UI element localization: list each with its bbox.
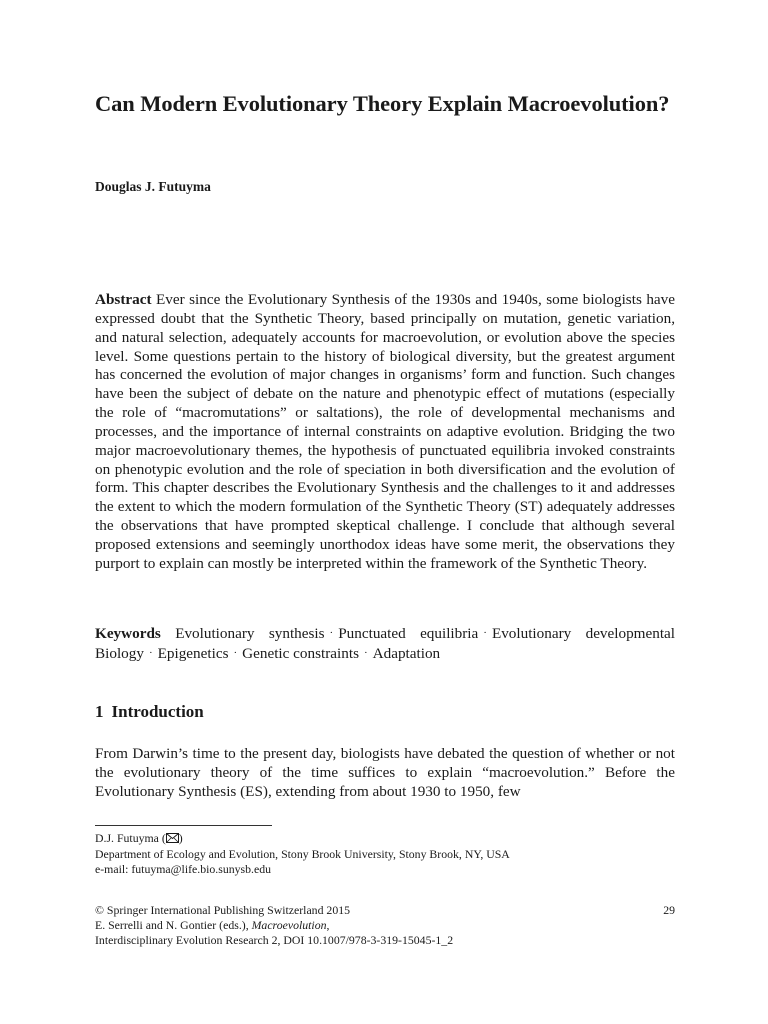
keywords bbox=[95, 624, 675, 664]
doi-line: Interdisciplinary Evolution Research 2, DOI 10.1007/978-3-319-15045-1_2 bbox=[95, 933, 454, 948]
footnote-rule bbox=[95, 825, 272, 826]
section-heading bbox=[95, 701, 204, 723]
keyword-item: Genetic constraints bbox=[242, 644, 359, 662]
introduction-text: From Darwin’s time to the present day, biologists have debated the question of whether or not the evolutionary theory of the time suffices to explain “macroevolution.” Before the Evolutionary Synthesis (ES), extending from about 1930 to 1950, few bbox=[95, 745, 675, 800]
abstract bbox=[95, 291, 675, 574]
citation-comma: , bbox=[326, 918, 330, 933]
department: Department of Ecology and Evolution, Stony Brook University, Stony Brook, NY, USA bbox=[95, 847, 510, 862]
copyright-block bbox=[95, 903, 675, 949]
citation-line bbox=[95, 918, 675, 933]
footnote-author-name: D.J. Futuyma ( bbox=[95, 831, 166, 845]
keywords-label: Keywords bbox=[95, 625, 161, 642]
abstract-text: Ever since the Evolutionary Synthesis of the 1930s and 1940s, some biologists have expressed doubt that the Synthetic Theory, based principally on mutation, genetic variation, and natural selection, adequately accounts for macroevolution, or evolution above the species level. Some questions pertain to the history of biological diversity, but the greatest argument has concerned the evolution of major changes in organisms’ form and function. Such changes have been the subject of debate on the nature and phenotypic effect of mutations (especially the role of “macromutations” or saltations), the role of developmental mechanisms and processes, and the importance of internal constraints on adaptive evolution. Bridging the two major macroevolutionary themes, the hypothesis of punctuated equilibria invoked constraints on phenotypic evolution and the role of speciation in both diversification and the evolution of form. This chapter describes the Evolutionary Synthesis and the challenges to it and addresses the extent to which the modern formulation of the Synthetic Theory (ST) adequately addresses the observations that have prompted skeptical challenge. I conclude that although several proposed extensions and seemingly unorthodox ideas have some merit, the observations they purport to explain can mostly be interpreted within the framework of the Synthetic Theory. bbox=[95, 291, 675, 572]
copyright-line: © Springer International Publishing Switzerland 2015 bbox=[95, 903, 351, 917]
footnote-author-close: ) bbox=[178, 831, 183, 845]
keyword-item: Evolutionary developmental Biology bbox=[95, 625, 676, 662]
keyword-separator: · bbox=[483, 627, 487, 639]
keyword-separator: · bbox=[329, 627, 334, 639]
keyword-item: Adaptation bbox=[372, 644, 441, 662]
envelope-icon bbox=[166, 832, 179, 847]
paper-title: Can Modern Evolutionary Theory Explain Macroevolution? bbox=[95, 91, 670, 116]
book-title: Macroevolution bbox=[251, 918, 327, 933]
keyword-separator: · bbox=[233, 646, 238, 659]
footnote-author-line bbox=[95, 831, 675, 847]
abstract-label: Abstract bbox=[95, 291, 152, 308]
author-name: Douglas J. Futuyma bbox=[95, 179, 211, 194]
page-number: 29 bbox=[663, 903, 675, 917]
keyword-item: Punctuated equilibria bbox=[338, 625, 479, 642]
keyword-separator: · bbox=[148, 646, 153, 659]
author-affiliation bbox=[95, 831, 675, 878]
paper-page bbox=[95, 0, 675, 1024]
email-address: e-mail: futuyma@life.bio.sunysb.edu bbox=[95, 862, 271, 877]
keyword-separator: · bbox=[363, 646, 368, 659]
keyword-item: Evolutionary synthesis bbox=[175, 625, 325, 642]
editors: E. Serrelli and N. Gontier (eds.), bbox=[95, 918, 252, 933]
section-number: 1 bbox=[95, 702, 104, 721]
keyword-item: Epigenetics bbox=[157, 644, 229, 662]
section-title: Introduction bbox=[111, 702, 204, 721]
